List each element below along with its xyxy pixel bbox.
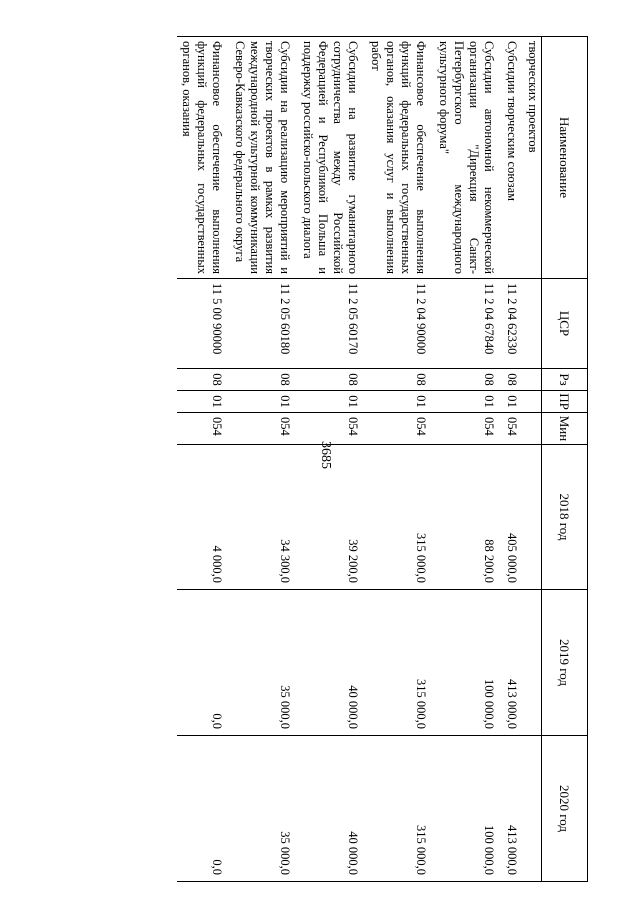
row-csr: 11 2 04 67840 <box>434 279 502 369</box>
row-2018: 405 000,0 <box>502 445 525 590</box>
header-2020: 2020 год <box>542 736 588 882</box>
row-csr: 11 2 05 60180 <box>230 279 298 369</box>
header-2018: 2018 год <box>542 445 588 590</box>
row-2019: 100 000,0 <box>434 590 502 736</box>
table-row <box>525 37 542 882</box>
row-name: Финансовое обеспечение выполнения функций федеральных государственных органов, оказания <box>177 37 230 279</box>
row-pr: 01 <box>298 391 366 413</box>
row-min: 054 <box>298 413 366 445</box>
row-2018: 34 300,0 <box>230 445 298 590</box>
table-row <box>230 37 298 882</box>
row-2018: 315 000,0 <box>366 445 434 590</box>
row-min: 054 <box>434 413 502 445</box>
row-2019: 413 000,0 <box>502 590 525 736</box>
header-pr: ПР <box>542 391 588 413</box>
table-header-row <box>542 37 588 882</box>
row-rz: 08 <box>434 369 502 391</box>
row-min: 054 <box>502 413 525 445</box>
row-pr: 01 <box>177 391 230 413</box>
budget-table-page <box>48 36 588 881</box>
row-2018: 88 200,0 <box>434 445 502 590</box>
row-2019: 40 000,0 <box>298 590 366 736</box>
table-row <box>366 37 434 882</box>
table-row <box>434 37 502 882</box>
header-min: Мин <box>542 413 588 445</box>
page-number: 3685 <box>318 441 333 469</box>
row-csr: 11 2 05 60170 <box>298 279 366 369</box>
row-2020: 100 000,0 <box>434 736 502 882</box>
row-2020: 0,0 <box>177 736 230 882</box>
row-2019: 35 000,0 <box>230 590 298 736</box>
row-2018: 4 000,0 <box>177 445 230 590</box>
header-name: Наименование <box>542 37 588 279</box>
row-csr: 11 5 00 90000 <box>177 279 230 369</box>
row-2020: 40 000,0 <box>298 736 366 882</box>
row-rz: 08 <box>177 369 230 391</box>
row-pr: 01 <box>434 391 502 413</box>
row-rz: 08 <box>298 369 366 391</box>
budget-table <box>177 36 588 882</box>
row-rz: 08 <box>230 369 298 391</box>
row-csr: 11 2 04 62330 <box>502 279 525 369</box>
row-name: Субсидии автономной некоммерческой организации "Дирекция Санкт-Петербургского международного культурного форума" <box>434 37 502 279</box>
row-min: 054 <box>366 413 434 445</box>
row-name: творческих проектов <box>525 37 542 279</box>
row-min: 054 <box>177 413 230 445</box>
row-2020: 315 000,0 <box>366 736 434 882</box>
row-pr: 01 <box>230 391 298 413</box>
row-rz: 08 <box>502 369 525 391</box>
row-2019: 0,0 <box>177 590 230 736</box>
header-2019: 2019 год <box>542 590 588 736</box>
row-name: Субсидии творческим союзам <box>502 37 525 279</box>
row-csr: 11 2 04 90000 <box>366 279 434 369</box>
row-2019: 315 000,0 <box>366 590 434 736</box>
row-name: Финансовое обеспечение выполнения функций федеральных государственных органов, оказания услуг и выполнения работ <box>366 37 434 279</box>
row-min: 054 <box>230 413 298 445</box>
table-row <box>177 37 230 882</box>
row-rz: 08 <box>366 369 434 391</box>
header-csr: ЦСР <box>542 279 588 369</box>
row-pr: 01 <box>366 391 434 413</box>
header-rz: Рз <box>542 369 588 391</box>
row-2018: 39 200,0 <box>298 445 366 590</box>
row-name: Субсидии на развитие гуманитарного сотрудничества между Российской Федерацией и Республикой Польша и поддержку российско-польского диалога <box>298 37 366 279</box>
row-2020: 35 000,0 <box>230 736 298 882</box>
row-2020: 413 000,0 <box>502 736 525 882</box>
table-row <box>502 37 525 882</box>
row-pr: 01 <box>502 391 525 413</box>
row-name: Субсидии на реализацию мероприятий и творческих проектов в рамках развития международной культурной коммуникации Северо-Кавказского федерального округа <box>230 37 298 279</box>
table-row <box>298 37 366 882</box>
